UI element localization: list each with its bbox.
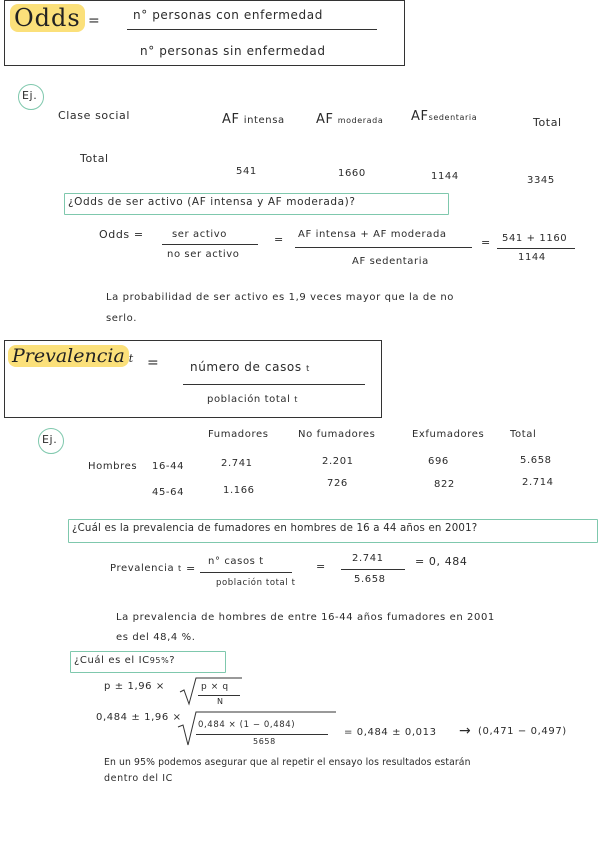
odds-formula-num2: AF intensa + AF moderada [298, 229, 447, 240]
header-exfumadores: Exfumadores [412, 429, 485, 440]
odds-formula-num3: 541 + 1160 [502, 233, 568, 244]
ic-formula-lhs: p ± 1,96 × [104, 681, 165, 692]
header-fumadores: Fumadores [208, 429, 269, 440]
ic-formula-sqrt-den: N [217, 697, 224, 706]
ic-calc-sqrt-num: 0,484 × (1 − 0,484) [198, 720, 296, 730]
row1-exfumadores: 696 [428, 456, 449, 467]
header-af-intensa: AF intensa [222, 112, 285, 127]
prevalence-denominator: población total t [207, 394, 299, 405]
example2-label: Ej. [42, 433, 58, 446]
ic-question: ¿Cuál es el IC95%? [74, 655, 176, 666]
example1-conclusion-line2: serlo. [106, 313, 137, 324]
odds-fraction-line [127, 29, 377, 30]
prev-formula-den1: población total t [216, 578, 296, 588]
odds-title-highlight: Odds [10, 4, 85, 32]
row1-fumadores: 2.741 [221, 458, 253, 469]
ic-calc-lhs: 0,484 ± 1,96 × [96, 712, 182, 723]
header-af-sedentaria: AFsedentaria [411, 109, 478, 124]
row2-age: 45-64 [152, 487, 185, 498]
row2-fumadores: 1.166 [223, 485, 255, 496]
row-label-total: Total [80, 152, 109, 165]
row2-total: 2.714 [522, 477, 554, 488]
value-af-moderada: 1660 [338, 168, 366, 179]
odds-title [10, 4, 85, 32]
prev-formula-eq2: = [316, 560, 326, 573]
example2-conclusion-line1: La prevalencia de hombres de entre 16-44 años fumadores en 2001 [116, 612, 495, 623]
odds-numerator: n° personas con enfermedad [133, 8, 323, 22]
prev-formula-result: = 0, 484 [415, 555, 468, 568]
final-line1: En un 95% podemos asegurar que al repetir el ensayo los resultados estarán [104, 757, 471, 768]
example2-conclusion-line2: es del 48,4 %. [116, 632, 196, 643]
row1-no-fumadores: 2.201 [322, 456, 354, 467]
prev-formula-eq: = [186, 562, 196, 575]
prev-formula-line2 [341, 569, 405, 570]
row-group-hombres: Hombres [88, 461, 138, 472]
header-af-moderada: AF moderada [316, 112, 384, 127]
ic-formula-sqrt-num: p × q [201, 682, 229, 692]
value-total: 3345 [527, 175, 555, 186]
ic-formula-sqrt-line [198, 695, 240, 696]
odds-formula-line1 [162, 244, 258, 245]
example2-question: ¿Cuál es la prevalencia de fumadores en hombres de 16 a 44 años en 2001? [72, 523, 478, 534]
prev-formula-den2: 5.658 [354, 574, 386, 585]
odds-equals: = [88, 13, 101, 29]
header-no-fumadores: No fumadores [298, 429, 376, 440]
prevalence-title-highlight: Prevalencia [8, 345, 129, 367]
odds-formula-line3 [497, 248, 575, 249]
prev-formula-num1: n° casos t [208, 556, 264, 567]
odds-formula-eq: = [274, 233, 284, 246]
ic-calc-sqrt-line [196, 734, 328, 735]
odds-formula-den3: 1144 [518, 252, 546, 263]
prev-formula-num2: 2.741 [352, 553, 384, 564]
value-af-intensa: 541 [236, 166, 257, 177]
prevalence-title: Prevalencia t [8, 345, 133, 367]
odds-denominator: n° personas sin enfermedad [140, 44, 326, 58]
row2-no-fumadores: 726 [327, 478, 348, 489]
example1-question: ¿Odds de ser activo (AF intensa y AF moderada)? [68, 196, 356, 208]
odds-formula-line2 [295, 247, 472, 248]
prev-formula-lhs: Prevalencia t [110, 563, 182, 574]
header-total: Total [533, 116, 562, 129]
ic-calc-result: = 0,484 ± 0,013 [344, 727, 437, 738]
row1-total: 5.658 [520, 455, 552, 466]
example1-conclusion-line1: La probabilidad de ser activo es 1,9 veces mayor que la de no [106, 292, 455, 303]
example1-label: Ej. [22, 89, 38, 102]
ic-calc-interval: (0,471 − 0,497) [478, 726, 567, 737]
row1-age: 16-44 [152, 461, 185, 472]
ic-calc-arrow: → [459, 723, 472, 739]
value-af-sedentaria: 1144 [431, 171, 459, 182]
prevalence-fraction-line [183, 384, 365, 385]
ic-calc-sqrt-den: 5658 [253, 737, 276, 746]
odds-formula-den1: no ser activo [167, 249, 240, 260]
odds-formula-eq2: = [481, 236, 491, 249]
row2-exfumadores: 822 [434, 479, 455, 490]
odds-formula-lhs: Odds = [99, 228, 144, 241]
prevalence-equals: = [147, 355, 160, 371]
header-clase-social: Clase social [58, 109, 131, 122]
odds-formula-num1: ser activo [172, 229, 228, 240]
prevalence-numerator: número de casos t [190, 360, 310, 374]
prev-formula-line1 [200, 572, 292, 573]
odds-formula-den2: AF sedentaria [352, 256, 429, 267]
final-line2: dentro del IC [104, 773, 173, 784]
header-total-2: Total [510, 429, 537, 440]
